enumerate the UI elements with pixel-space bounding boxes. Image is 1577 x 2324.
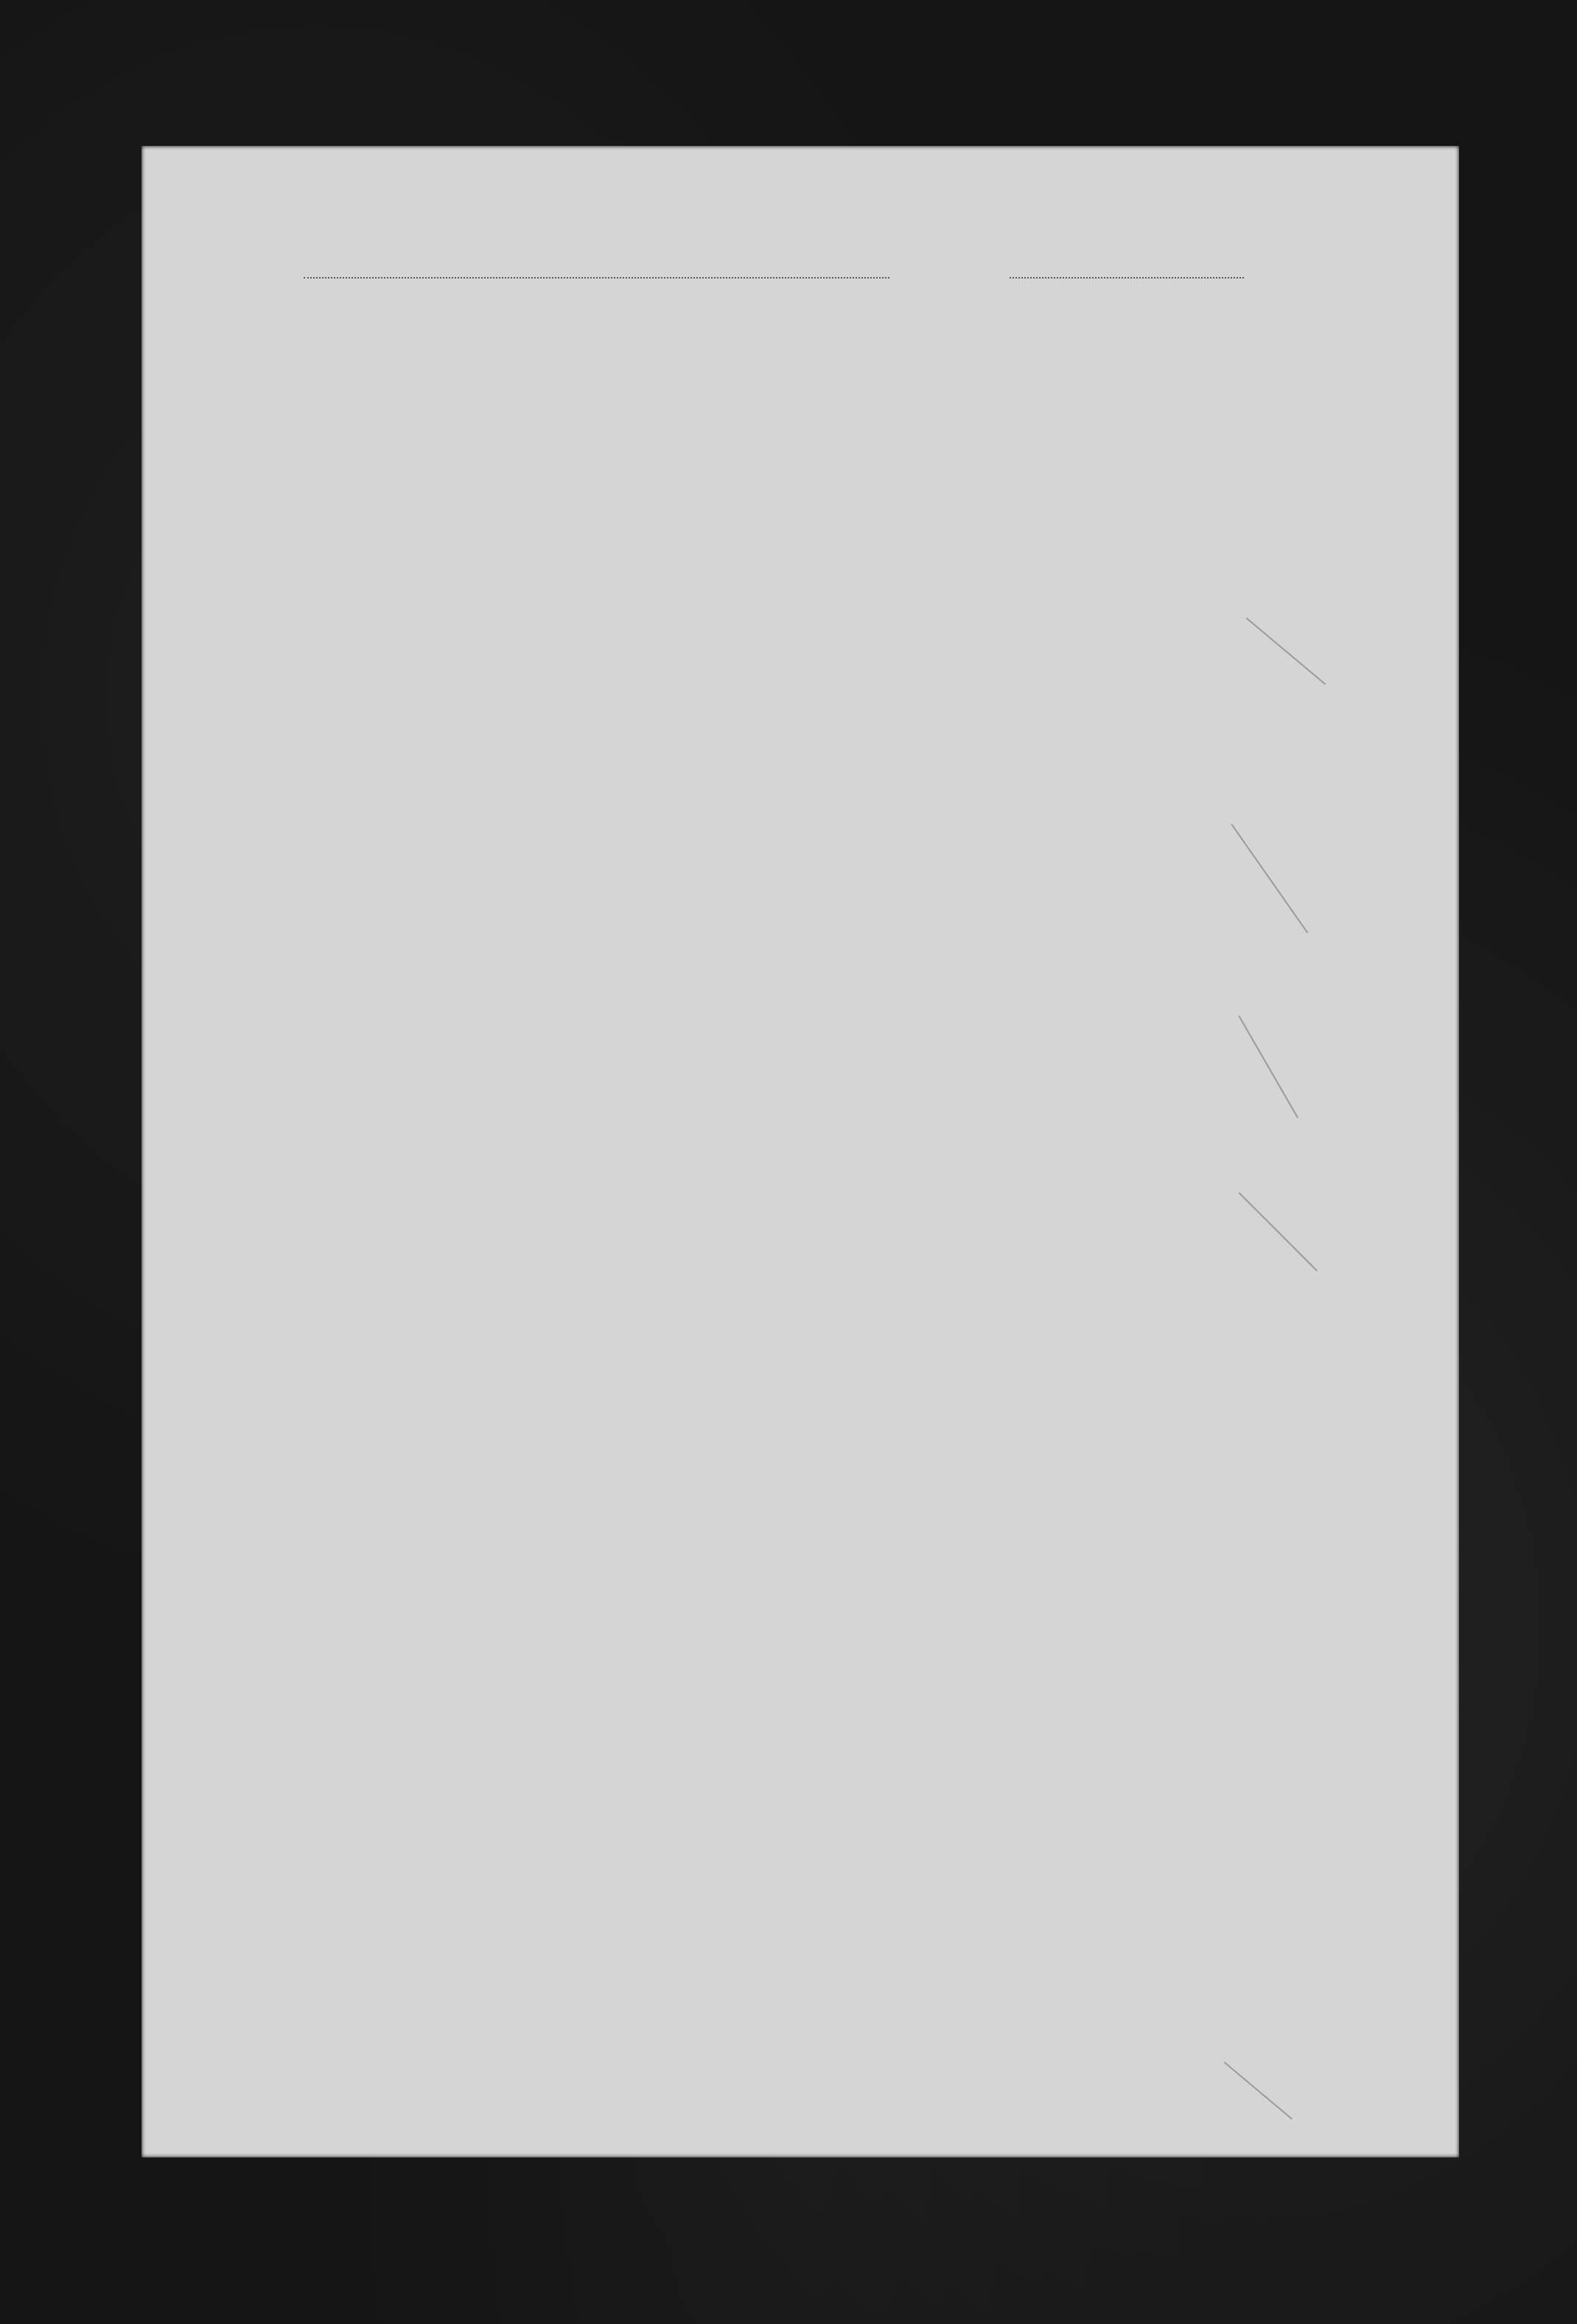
form-page xyxy=(141,146,1459,2157)
pencil-stroke xyxy=(1246,617,1326,685)
fill-line-officer-name[interactable] xyxy=(304,277,889,279)
pencil-stroke xyxy=(1224,2062,1293,2120)
pencil-stroke xyxy=(1238,1015,1298,1119)
pencil-stroke xyxy=(1231,824,1308,934)
pencil-stroke xyxy=(1239,1192,1318,1271)
fill-line-vessel[interactable] xyxy=(1010,277,1244,279)
